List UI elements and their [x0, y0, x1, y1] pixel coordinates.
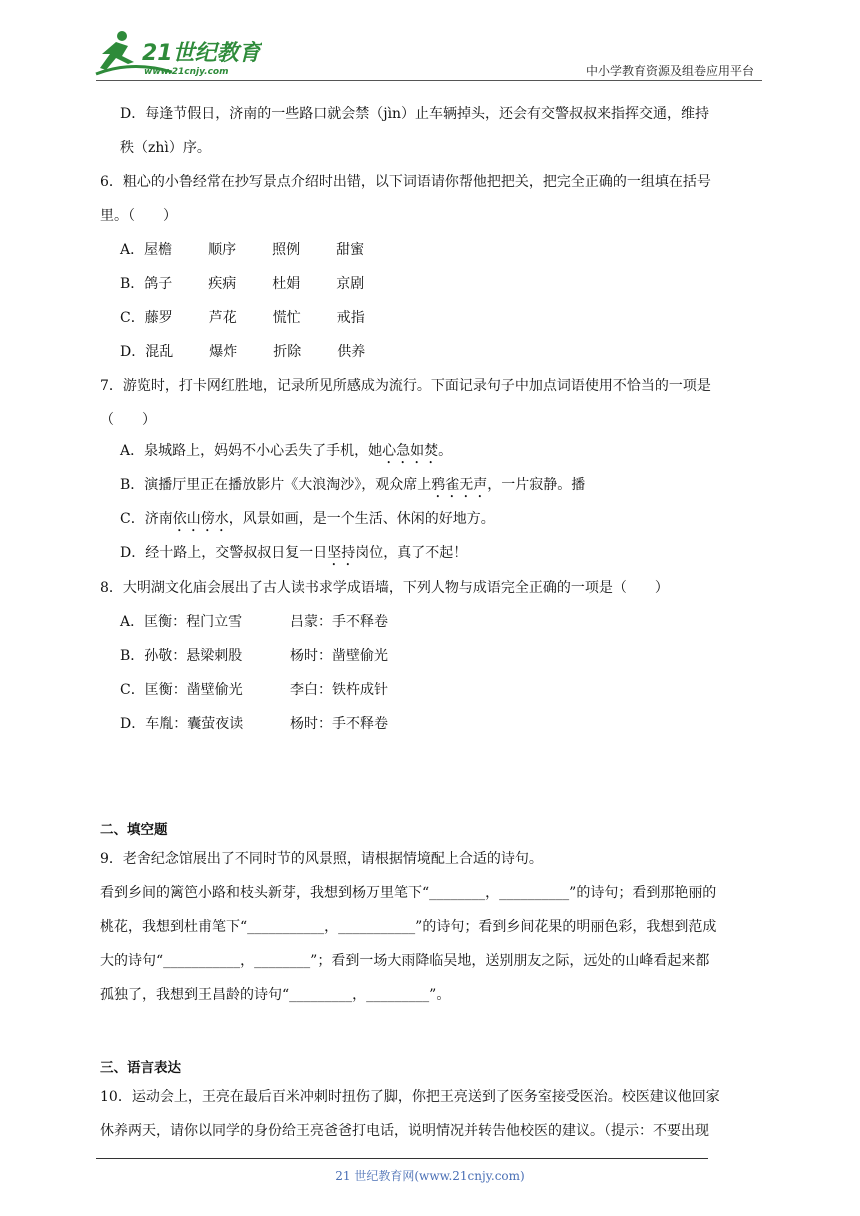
q6-option-d[interactable]	[120, 342, 401, 362]
option-word: 供养	[337, 344, 366, 360]
header-divider	[96, 80, 762, 81]
option-word: 爆炸	[209, 344, 238, 360]
option-pair: 杨时：手不释卷	[290, 716, 388, 732]
q6-stem-line1: 6．粗心的小鲁经常在抄写景点介绍时出错，以下词语请你帮他把把关，把完全正确的一组填在括号	[100, 174, 711, 190]
q10-line1: 10．运动会上，王亮在最后百米冲刺时扭伤了脚，你把王亮送到了医务室接受医治。校医建议他回家	[100, 1089, 720, 1105]
option-text: B．演播厅里正在播放影片《大浪淘沙》，观众席上	[120, 477, 432, 493]
option-word: 屋檐	[144, 242, 173, 258]
q7-stem-line1: 7．游览时，打卡网红胜地，记录所见所感成为流行。下面记录句子中加点词语使用不恰当的一项是	[100, 378, 711, 394]
logo-text: 21世纪教育	[142, 41, 261, 66]
q9-paragraph-line1: 看到乡间的篱笆小路和枝头新芽，我想到杨万里笔下“________，__________”的诗句；看到那艳丽的	[100, 885, 717, 901]
q9-paragraph-line2: 桃花，我想到杜甫笔下“___________，___________”的诗句；看到乡间花果的明丽色彩，我想到范成	[100, 919, 717, 935]
q10-line2: 休养两天，请你以同学的身份给王亮爸爸打电话，说明情况并转告他校医的建议。（提示：不要出现	[100, 1123, 709, 1139]
dotted-phrase: 鸦雀无声	[431, 477, 488, 493]
q7-stem-line2: （ ）	[100, 412, 156, 428]
option-word: 京剧	[336, 276, 365, 292]
logo	[92, 30, 262, 80]
option-label: B．	[120, 276, 145, 292]
q7-option-a[interactable]	[120, 441, 452, 467]
section-3-title: 三、语言表达	[100, 1060, 181, 1076]
q7-option-b[interactable]	[120, 475, 585, 501]
option-text: A．泉城路上，妈妈不小心丢失了手机，她	[120, 443, 383, 459]
section-2-title: 二、填空题	[100, 822, 168, 838]
option-pair: C．匡衡：凿壁偷光	[120, 682, 243, 698]
page-footer: 21 世纪教育网(www.21cnjy.com)	[335, 1169, 525, 1183]
option-label: C．	[120, 310, 145, 326]
option-text: 岗位，真了不起！	[355, 545, 468, 561]
q9-paragraph-line4: 孤独了，我想到王昌龄的诗句“_________，_________”。	[100, 987, 451, 1003]
q5-option-d-line2: 秩（zhì）序。	[120, 140, 211, 156]
q8-option-d[interactable]	[120, 714, 388, 734]
option-label: D．	[120, 344, 146, 360]
platform-name: 中小学教育资源及组卷应用平台	[585, 64, 754, 78]
option-word: 折除	[273, 344, 302, 360]
option-text: ，风景如画，是一个生活、休闲的好地方。	[228, 511, 495, 527]
option-text: 。	[438, 443, 453, 459]
q7-option-d[interactable]	[120, 543, 467, 569]
q8-option-b[interactable]	[120, 646, 388, 666]
option-word: 照例	[272, 242, 301, 258]
option-text: D．经十路上，交警叔叔日复一日	[120, 545, 328, 561]
option-label: A．	[120, 242, 145, 258]
dotted-phrase: 心急如焚	[382, 443, 439, 459]
option-word: 鸽子	[144, 276, 173, 292]
option-text: C．济南	[120, 511, 173, 527]
option-pair: 杨时：凿壁偷光	[290, 648, 388, 664]
q9-paragraph-line3: 大的诗句“___________，________”；看到一场大雨降临吴地，送别朋友之际，远处的山峰看起来都	[100, 953, 710, 969]
option-text: ，一片寂静。播	[487, 477, 586, 493]
option-pair: 吕蒙：手不释卷	[290, 614, 388, 630]
q8-option-a[interactable]	[120, 612, 388, 632]
q6-option-b[interactable]	[120, 274, 400, 294]
option-word: 慌忙	[272, 310, 301, 326]
q8-option-c[interactable]	[120, 680, 388, 700]
dotted-phrase: 依山傍水	[172, 511, 229, 527]
option-pair: B．孙敬：悬梁刺股	[120, 648, 243, 664]
option-word: 芦花	[208, 310, 237, 326]
option-word: 甜蜜	[336, 242, 365, 258]
q9-stem: 9．老舍纪念馆展出了不同时节的风景照，请根据情境配上合适的诗句。	[100, 851, 543, 867]
q7-option-c[interactable]	[120, 509, 495, 535]
footer-divider	[96, 1158, 708, 1159]
option-word: 杜娟	[272, 276, 301, 292]
option-word: 混乱	[145, 344, 174, 360]
q6-option-a[interactable]	[120, 240, 400, 260]
option-pair: D．车胤：囊萤夜读	[120, 716, 244, 732]
option-pair: A．匡衡：程门立雪	[120, 614, 243, 630]
option-word: 疾病	[208, 276, 237, 292]
page-header	[0, 0, 860, 82]
q5-option-d-line1: D．每逢节假日，济南的一些路口就会禁（jìn）止车辆掉头，还会有交警叔叔来指挥交通，维持	[120, 106, 710, 122]
dotted-phrase: 坚持	[327, 545, 356, 561]
q8-stem: 8．大明湖文化庙会展出了古人读书求学成语墙，下列人物与成语完全正确的一项是（ ）	[100, 580, 669, 596]
q6-stem-line2: 里。（ ）	[100, 208, 177, 224]
logo-url: www.21cnjy.com	[144, 67, 229, 77]
option-word: 戒指	[336, 310, 365, 326]
q6-option-c[interactable]	[120, 308, 401, 328]
option-word: 藤罗	[144, 310, 173, 326]
option-word: 顺序	[208, 242, 237, 258]
option-pair: 李白：铁杵成针	[290, 682, 388, 698]
